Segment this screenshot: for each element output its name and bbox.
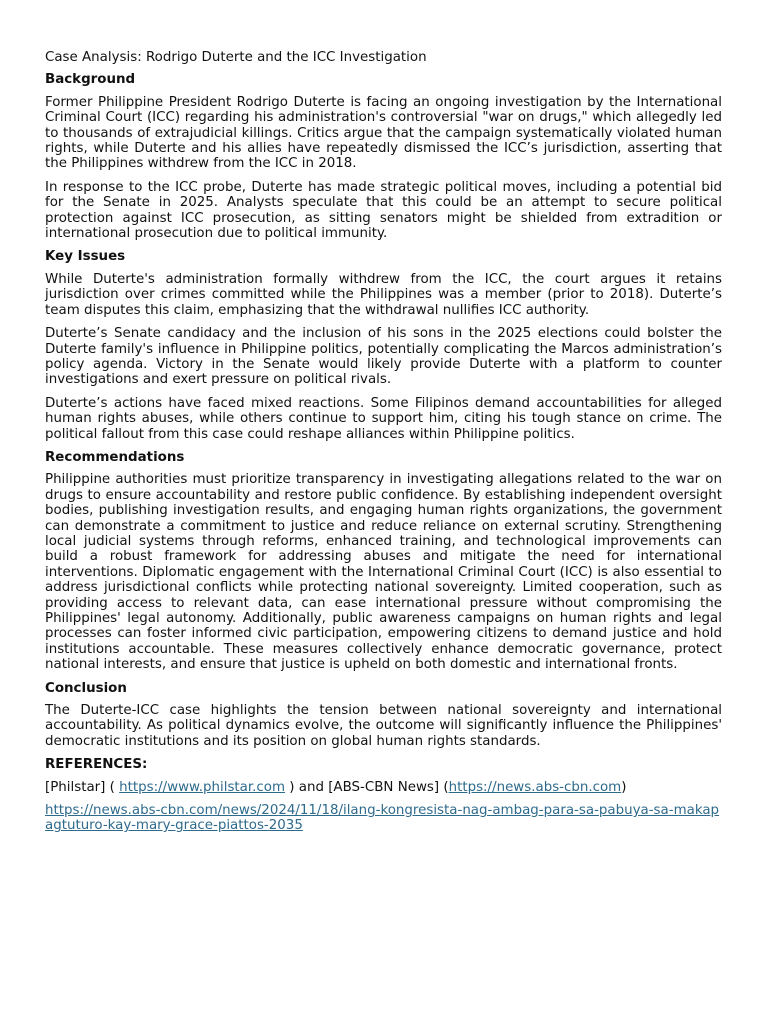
conclusion-section bbox=[45, 681, 722, 750]
key-issues-heading: Key Issues bbox=[45, 249, 126, 265]
key-issues-paragraph-2: Duterte’s Senate candidacy and the inclusion of his sons in the 2025 elections could bolster the Duterte family's influence in Philippine politics, potentially complicating the Marcos administration’s policy agenda. Victory in the Senate would likely provide Duterte with a platform to counter investigations and exert pressure on political rivals. bbox=[45, 326, 722, 388]
article-link[interactable]: https://news.abs-cbn.com/news/2024/11/18/ilang-kongresista-nag-ambag-para-sa-pabuya-sa-makapagtuturo-kay-mary-grace-piattos-2035 bbox=[45, 803, 720, 834]
key-issues-paragraph-1: While Duterte's administration formally withdrew from the ICC, the court argues it retains jurisdiction over crimes committed while the Philippines was a member (prior to 2018). Duterte’s team disputes this claim, emphasizing that the withdrawal nullifies ICC authority. bbox=[45, 271, 722, 318]
references-line bbox=[45, 780, 722, 795]
background-section bbox=[45, 72, 722, 241]
abs-cbn-link[interactable]: https://news.abs-cbn.com bbox=[448, 779, 622, 795]
abs-close: ) bbox=[621, 779, 627, 795]
recommendations-section bbox=[45, 450, 722, 673]
background-paragraph-1: Former Philippine President Rodrigo Duterte is facing an ongoing investigation by the International Criminal Court (ICC) regarding his administration's controversial "war on drugs," which allegedly led to thousands of extrajudicial killings. Critics argue that the campaign systematically violated human rights, while Duterte and his allies have repeatedly dismissed the ICC’s jurisdiction, asserting that the Philippines withdrew from the ICC in 2018. bbox=[45, 94, 722, 172]
philstar-link[interactable]: https://www.philstar.com bbox=[119, 779, 286, 795]
recommendations-heading: Recommendations bbox=[45, 449, 185, 465]
references-section bbox=[45, 757, 722, 834]
philstar-label: [Philstar] ( bbox=[45, 779, 115, 795]
conclusion-heading: Conclusion bbox=[45, 680, 127, 696]
key-issues-section bbox=[45, 249, 722, 441]
document-title: Case Analysis: Rodrigo Duterte and the ICC Investigation bbox=[45, 50, 427, 65]
background-paragraph-2: In response to the ICC probe, Duterte has made strategic political moves, including a potential bid for the Senate in 2025. Analysts speculate that this could be an attempt to secure political protection against ICC prosecution, as sitting senators might be shielded from extradition or international prosecution due to political immunity. bbox=[45, 179, 722, 242]
conclusion-paragraph: The Duterte-ICC case highlights the tension between national sovereignty and international accountability. As political dynamics evolve, the outcome will significantly influence the Philippines' democratic institutions and its position on global human rights standards. bbox=[45, 703, 722, 749]
recommendations-paragraph: Philippine authorities must prioritize transparency in investigating allegations related to the war on drugs to ensure accountability and restore public confidence. By establishing independent oversight bodies, publishing investigation results, and engaging human rights organizations, the government can demonstrate a commitment to justice and reduce reliance on external scrutiny. Strengthening local judicial systems through reforms, enhanced training, and technological improvements can build a robust framework for addressing abuses and mitigate the need for international interventions. Diplomatic engagement with the International Criminal Court (ICC) is also essential to address jurisdictional conflicts while protecting national sovereignty. Limited cooperation, such as providing access to relevant data, can ease international pressure without compromising the Philippines' legal autonomy. Additionally, public awareness campaigns on human rights and legal processes can foster informed civic participation, empowering citizens to demand justice and hold institutions accountable. These measures collectively enhance democratic governance, protect national interests, and ensure that justice is upheld on both domestic and international fronts. bbox=[45, 472, 722, 673]
document-page bbox=[45, 50, 722, 834]
abs-label: ) and [ABS-CBN News] ( bbox=[289, 779, 449, 795]
references-heading: REFERENCES: bbox=[45, 757, 148, 773]
key-issues-paragraph-3: Duterte’s actions have faced mixed reactions. Some Filipinos demand accountabilities for alleged human rights abuses, while others continue to support him, citing his tough stance on crime. The political fallout from this case could reshape alliances within Philippine politics. bbox=[45, 395, 722, 442]
background-heading: Background bbox=[45, 72, 136, 88]
